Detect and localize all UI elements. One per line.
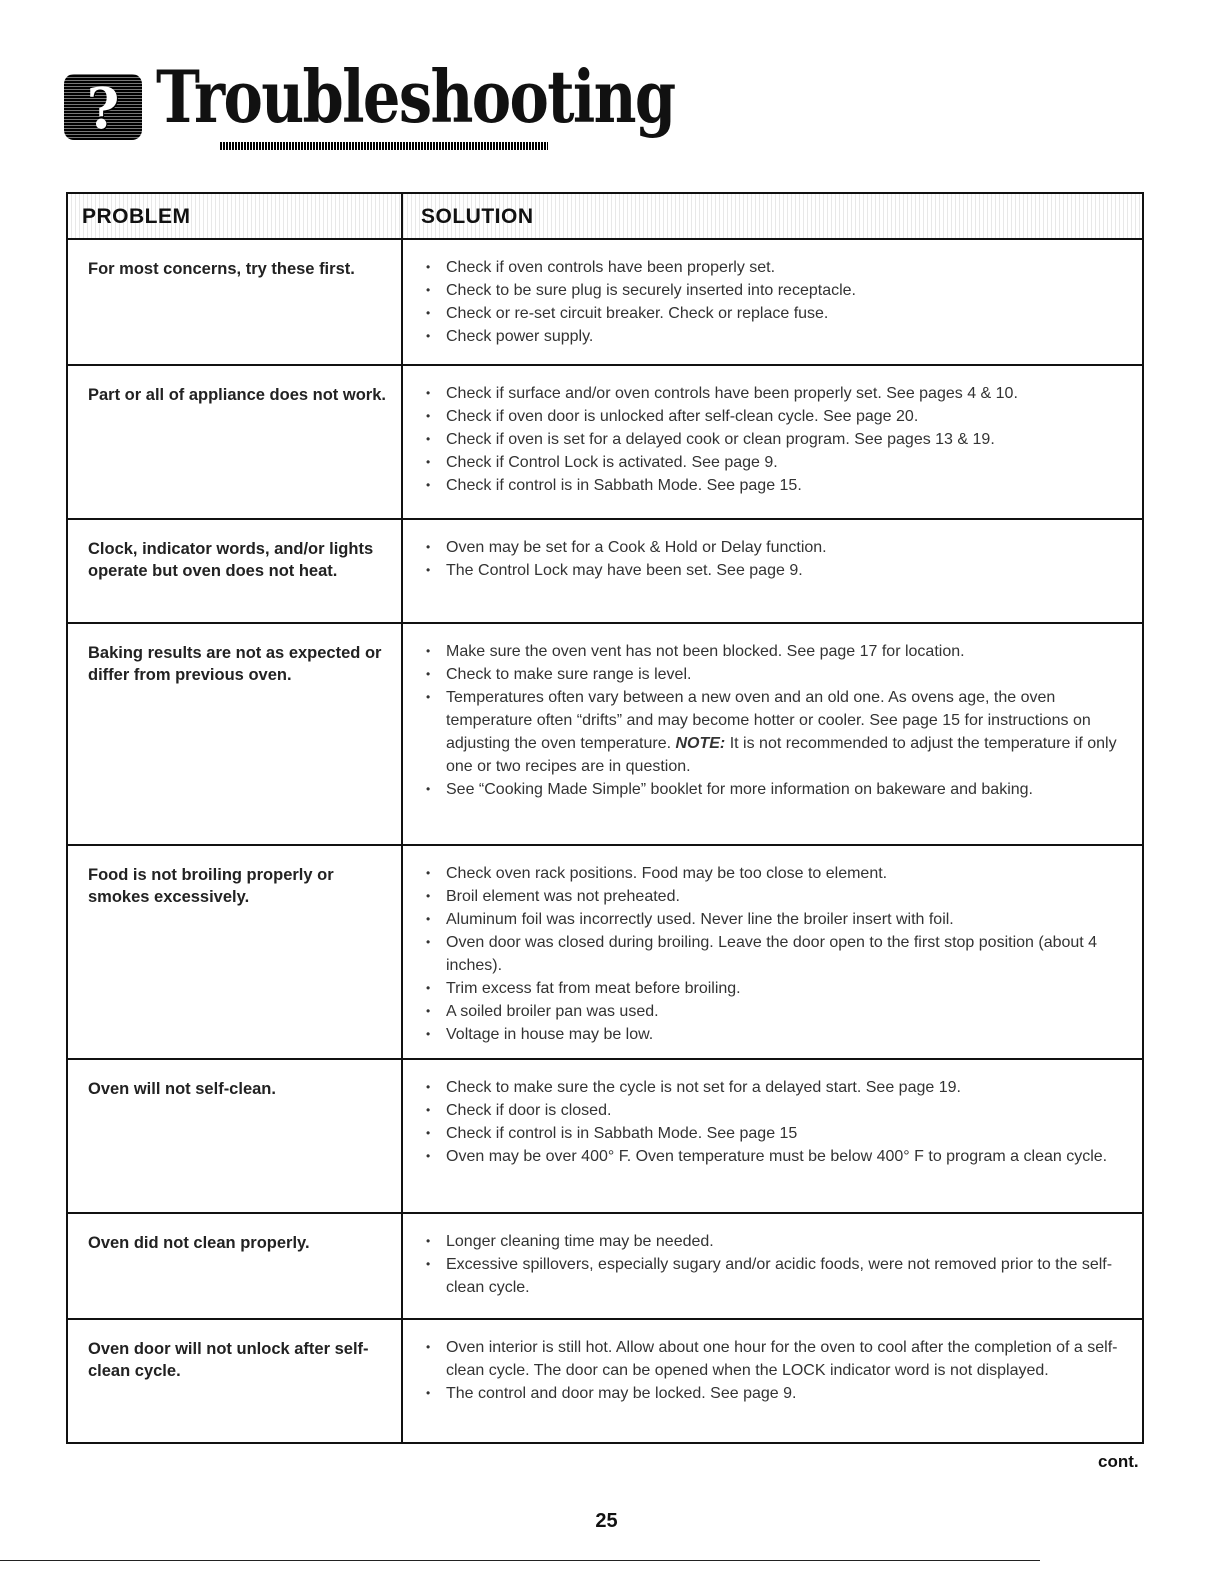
solution-item: • Excessive spillovers, especially sugary and/or acidic foods, were not removed prior to the self-clean cycle. [420,1253,1132,1299]
title-underline [220,142,548,150]
solution-item: • Check to make sure range is level. [420,663,1132,686]
table-row [68,624,1142,846]
solution-list [420,1076,1132,1168]
solution-list [420,1336,1132,1405]
solution-item: • Oven interior is still hot. Allow about one hour for the oven to cool after the completion of a self-clean cycle. The door can be opened when the LOCK indicator word is not displayed. [420,1336,1132,1382]
table-row [68,520,1142,624]
problem-text: Food is not broiling properly or smokes excessively. [88,866,334,906]
solution-item: • The Control Lock may have been set. See page 9. [420,559,1132,582]
solution-item: • Aluminum foil was incorrectly used. Never line the broiler insert with foil. [420,908,1132,931]
table-header [68,194,1142,240]
solution-list [420,640,1132,801]
solution-item: • See “Cooking Made Simple” booklet for more information on bakeware and baking. [420,778,1132,801]
solution-item: • Check if door is closed. [420,1099,1132,1122]
solution-item: • Check if oven door is unlocked after self-clean cycle. See page 20. [420,405,1132,428]
solution-item: • The control and door may be locked. See page 9. [420,1382,1132,1405]
solution-item: • Check to make sure the cycle is not set for a delayed start. See page 19. [420,1076,1132,1099]
solution-item: • Longer cleaning time may be needed. [420,1230,1132,1253]
solution-item: • Check if control is in Sabbath Mode. See page 15 [420,1122,1132,1145]
table-row [68,1214,1142,1320]
page-title: Troubleshooting [156,54,675,139]
solution-column-header: SOLUTION [421,205,534,228]
solution-list [420,382,1132,497]
column-divider [401,194,403,1442]
solution-item: • Oven may be over 400° F. Oven temperature must be below 400° F to program a clean cycle. [420,1145,1132,1168]
solution-item: • Check if surface and/or oven controls have been properly set. See pages 4 & 10. [420,382,1132,405]
solution-item: • Check power supply. [420,325,1132,348]
solution-item: • Oven door was closed during broiling. Leave the door open to the first stop position (about 4 inches). [420,931,1132,977]
page-number: 25 [595,1510,618,1532]
question-mark-icon: ? [64,74,142,140]
note-label: NOTE: [675,735,726,752]
footer-rule [0,1560,1040,1561]
table-row [68,1060,1142,1214]
solution-item: • Check if control is in Sabbath Mode. See page 15. [420,474,1132,497]
problem-text: Oven door will not unlock after self-clean cycle. [88,1340,369,1380]
solution-item: • Check oven rack positions. Food may be too close to element. [420,862,1132,885]
table-row [68,366,1142,520]
problem-text: Clock, indicator words, and/or lights operate but oven does not heat. [88,540,374,580]
table-row [68,846,1142,1060]
solution-list [420,1230,1132,1299]
troubleshooting-table [66,192,1144,1444]
table-row [68,1320,1142,1442]
problem-text: Part or all of appliance does not work. [88,386,386,404]
problem-text: Oven will not self-clean. [88,1080,276,1098]
problem-text: Oven did not clean properly. [88,1234,310,1252]
problem-text: Baking results are not as expected or differ from previous oven. [88,644,382,684]
solution-item: • Trim excess fat from meat before broiling. [420,977,1132,1000]
solution-item: • Broil element was not preheated. [420,885,1132,908]
problem-column-header: PROBLEM [82,205,191,228]
solution-item: • Oven may be set for a Cook & Hold or Delay function. [420,536,1132,559]
solution-list [420,536,1132,582]
problem-text: For most concerns, try these first. [88,260,355,278]
solution-text: Temperatures often vary between a new oven and an old one. As ovens age, the oven temperature often “drifts” and may become hotter or cooler. See page 15 for instructions on adjusting the oven temperature. [446,689,1091,752]
solution-item: • Check if oven controls have been properly set. [420,256,1132,279]
solution-item: • Voltage in house may be low. [420,1023,1132,1046]
solution-item: • Check or re-set circuit breaker. Check or replace fuse. [420,302,1132,325]
solution-item: • Check to be sure plug is securely inserted into receptacle. [420,279,1132,302]
solution-item: • Check if oven is set for a delayed cook or clean program. See pages 13 & 19. [420,428,1132,451]
solution-item: • Check if Control Lock is activated. See page 9. [420,451,1132,474]
solution-list [420,256,1132,348]
note-text: It is not recommended to adjust the temperature if only one or two recipes are in question. [446,735,1117,775]
solution-item [420,686,1132,778]
solution-item: • Make sure the oven vent has not been blocked. See page 17 for location. [420,640,1132,663]
solution-item: • A soiled broiler pan was used. [420,1000,1132,1023]
table-row [68,240,1142,366]
continued-label: cont. [1098,1452,1139,1471]
solution-list [420,862,1132,1046]
